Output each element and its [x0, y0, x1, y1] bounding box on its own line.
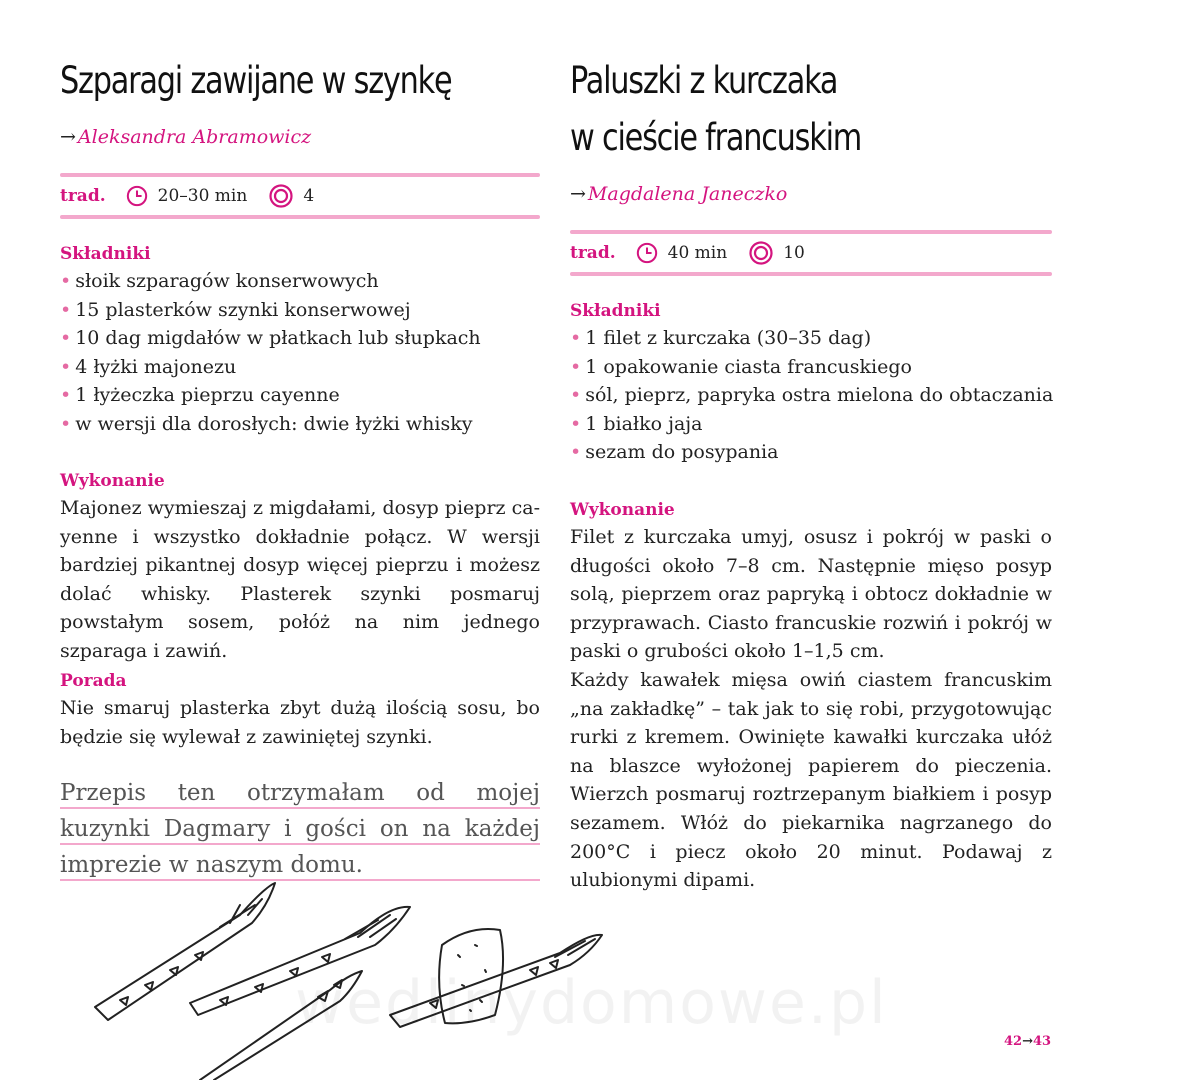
divider — [570, 230, 1052, 234]
clock-icon — [126, 185, 148, 207]
clock-icon — [636, 242, 658, 264]
bullet-icon: • — [570, 355, 582, 378]
bullet-icon: • — [60, 327, 72, 350]
page-numbers — [1004, 1034, 1051, 1049]
recipe-type: trad. — [60, 186, 106, 206]
bullet-icon: • — [570, 412, 582, 435]
prep-time: 20–30 min — [157, 186, 248, 206]
list-item: • słoik szparagów konserwowych — [60, 270, 379, 292]
tip-text: Nie smaruj plasterka zbyt dużą ilością sosu, bo będzie się wylewał z zawiniętej szynki. — [60, 697, 540, 748]
bullet-icon: • — [60, 412, 72, 435]
prep-time: 40 min — [667, 243, 728, 263]
recipe-meta — [60, 173, 540, 219]
list-item: • 1 filet z kurczaka (30–35 dag) — [570, 327, 872, 349]
list-item: • 1 opakowanie ciasta francuskiego — [570, 355, 912, 378]
servings: 4 — [303, 186, 315, 206]
recipe-type: trad. — [570, 243, 616, 263]
method-text: Majonez wymieszaj z migdałami, dosyp pieprz cayenne i wszystko dokładnie połącz. W wersji bardziej pikantnej dosyp więcej pieprzu i możesz dolać whisky. Plasterek szynki posmaruj powstałym sosem, połóż na nim jednego szparaga i zawiń. — [60, 497, 540, 662]
ingredients-heading: Składniki — [60, 244, 151, 264]
list-item: • 4 łyżki majonezu — [60, 355, 237, 378]
bullet-icon: • — [570, 327, 582, 349]
ingredients-list — [570, 324, 1053, 467]
page-number-right: 43 — [1033, 1034, 1052, 1049]
list-item: • sezam do posypania — [570, 441, 779, 464]
recipe-title-line2: w cieście francuskim — [570, 116, 862, 159]
author-name: Aleksandra Abramowicz — [77, 126, 312, 148]
list-item: • 15 plasterków szynki konserwowej — [60, 298, 411, 321]
bullet-icon: • — [60, 270, 72, 292]
arrow-icon: → — [1022, 1034, 1033, 1049]
bullet-icon: • — [60, 384, 72, 407]
list-item: • 1 białko jaja — [570, 412, 703, 435]
bullet-icon: • — [570, 441, 582, 464]
recipe-meta — [570, 230, 1052, 276]
ingredients-list — [60, 267, 481, 439]
watermark: wedlinydomowe.pl — [295, 968, 888, 1038]
method-text-p2: Każdy kawałek mięsa owiń ciastem francuskim „na zakładkę” – tak jak to się robi, przygotowując rurki z kremem. Owinięte kawałki kurczaka ułóż na blaszce wyłożonej papierem do pieczenia. Wierzch posmaruj roztrzepanym białkiem i posyp sezamem. Włóż do piekarnika nagrzanego do 200°C i piecz około 20 minut. Podawaj z ulubionymi dipami. — [570, 669, 1052, 892]
list-item: • w wersji dla dorosłych: dwie łyżki whisky — [60, 412, 473, 435]
list-item: • 10 dag migdałów w płatkach lub słupkach — [60, 327, 481, 350]
arrow-icon: → — [570, 183, 586, 205]
recipe-title: Szparagi zawijane w szynkę — [60, 59, 452, 102]
divider — [60, 215, 540, 219]
author-name: Magdalena Janeczko — [587, 183, 788, 205]
servings: 10 — [783, 243, 805, 263]
plate-icon — [269, 184, 293, 208]
list-item: • 1 łyżeczka pieprzu cayenne — [60, 384, 340, 407]
bullet-icon: • — [570, 384, 582, 407]
bullet-icon: • — [60, 355, 72, 378]
recipe-title-line1: Paluszki z kurczaka — [570, 59, 838, 102]
page-number-left: 42 — [1004, 1034, 1023, 1049]
recipe-author — [570, 183, 787, 205]
divider — [570, 272, 1052, 276]
bullet-icon: • — [60, 298, 72, 321]
method-text-p1: Filet z kurczaka umyj, osusz i pokrój w paski o długości około 7–8 cm. Następnie mięso posyp solą, pieprzem oraz papryką i obtocz dokładnie w przyprawach. Ciasto francuskie rozwiń i pokrój w paski o grubości około 1–1,5 cm. — [570, 526, 1052, 663]
divider — [60, 173, 540, 177]
plate-icon — [749, 241, 773, 265]
ingredients-heading: Składniki — [570, 301, 661, 321]
list-item: • sól, pieprz, papryka ostra mielona do obtaczania — [570, 384, 1054, 407]
method-heading: Wykonanie — [60, 471, 165, 491]
arrow-icon: → — [60, 126, 76, 148]
method-heading: Wykonanie — [570, 500, 675, 520]
author-note: Przepis ten otrzymałam od mojej kuzynki Dagmary i gości on na każdej imprezie w naszym domu. — [60, 775, 540, 883]
recipe-author — [60, 126, 311, 148]
tip-heading: Porada — [60, 671, 127, 691]
